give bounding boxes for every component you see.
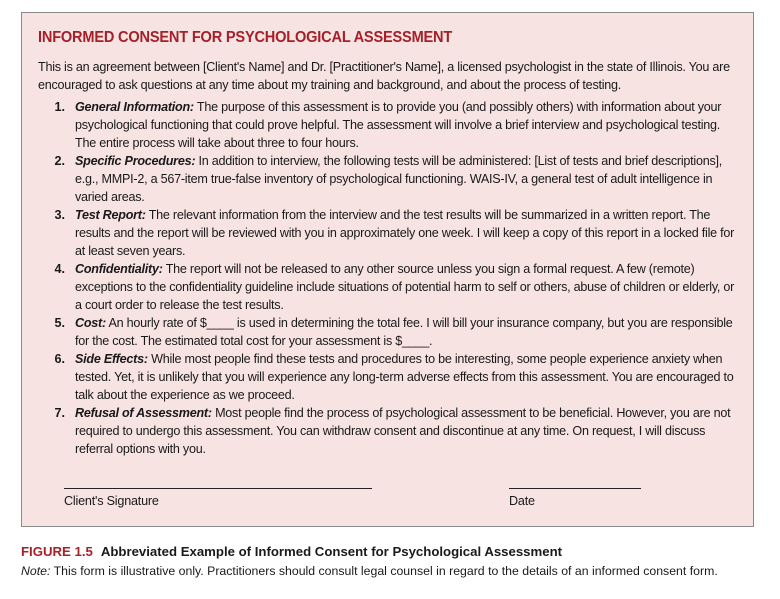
figure-title: Abbreviated Example of Informed Consent for Psychological Assessment <box>100 544 563 559</box>
item-text: In addition to interview, the following tests will be administered: [List of tests and brief descriptions], e.g., MMPI-2, a 567-item true-false inventory of psychological functioning. WAIS-IV, a general test of adult intelligence in varied areas. <box>75 154 723 204</box>
signature-row <box>22 488 753 528</box>
date-label: Date <box>509 494 535 508</box>
item-number: 7. <box>54 406 65 420</box>
consent-items-list <box>38 98 739 458</box>
list-item <box>38 152 739 206</box>
list-item <box>38 350 739 404</box>
consent-form-box <box>21 12 754 527</box>
intro-paragraph: This is an agreement between [Client's Name] and Dr. [Practitioner's Name], a licensed psychologist in the state of Illinois. You are encouraged to ask questions at any time about my training and background, and about the process of testing. <box>38 60 730 92</box>
client-signature-label: Client's Signature <box>64 494 159 508</box>
item-heading: General Information: <box>75 100 194 114</box>
item-text: Most people find the process of psychological assessment to be beneficial. However, you are not required to undergo this assessment. You can withdraw consent and discontinue at any time. On request, I will discuss referral options with you. <box>75 406 731 456</box>
item-heading: Refusal of Assessment: <box>75 406 212 420</box>
item-text: The report will not be released to any other source unless you sign a formal request. A few (remote) exceptions to the confidentiality guideline include situations of potential harm to self or others, abuse of children or elderly, or a court order to release the test results. <box>75 262 735 312</box>
note-text: This form is illustrative only. Practitioners should consult legal counsel in regard to the details of an informed consent form. <box>53 564 718 578</box>
item-number: 6. <box>54 352 65 366</box>
item-text: An hourly rate of $____ is used in determining the total fee. I will bill your insurance company, but you are responsible for the cost. The estimated total cost for your assessment is $____. <box>75 316 733 348</box>
item-text: The purpose of this assessment is to provide you (and possibly others) with information about your psychological functioning that could prove helpful. The assessment will involve a brief interview and psychological testing. The entire process will take about three to four hours. <box>75 100 722 150</box>
list-item <box>38 260 739 314</box>
client-signature-line <box>64 488 372 489</box>
item-heading: Side Effects: <box>75 352 148 366</box>
item-heading: Test Report: <box>75 208 146 222</box>
item-text: The relevant information from the interview and the test results will be summarized in a written report. The results and the report will be reviewed with you in approximately one week. I will keep a copy of this report in a locked file for at least seven years. <box>75 208 735 258</box>
item-heading: Cost: <box>75 316 106 330</box>
item-text: While most people find these tests and procedures to be interesting, some people experience anxiety when tested. Yet, it is unlikely that you will experience any long-term adverse effects from this assessment. You are encouraged to talk about the experience as we proceed. <box>75 352 734 402</box>
note-label: Note: <box>21 564 51 578</box>
item-number: 5. <box>54 316 65 330</box>
item-number: 3. <box>54 208 65 222</box>
list-item <box>38 314 739 350</box>
figure-label: FIGURE 1.5 <box>21 544 93 559</box>
date-line <box>509 488 641 489</box>
figure-note <box>21 563 761 579</box>
item-number: 4. <box>54 262 65 276</box>
list-item <box>38 404 739 458</box>
item-number: 1. <box>54 100 65 114</box>
item-heading: Specific Procedures: <box>75 154 196 168</box>
item-heading: Confidentiality: <box>75 262 163 276</box>
form-title: INFORMED CONSENT FOR PSYCHOLOGICAL ASSESSMENT <box>38 29 453 46</box>
list-item <box>38 206 739 260</box>
list-item <box>38 98 739 152</box>
item-number: 2. <box>54 154 65 168</box>
figure-caption <box>21 543 761 579</box>
